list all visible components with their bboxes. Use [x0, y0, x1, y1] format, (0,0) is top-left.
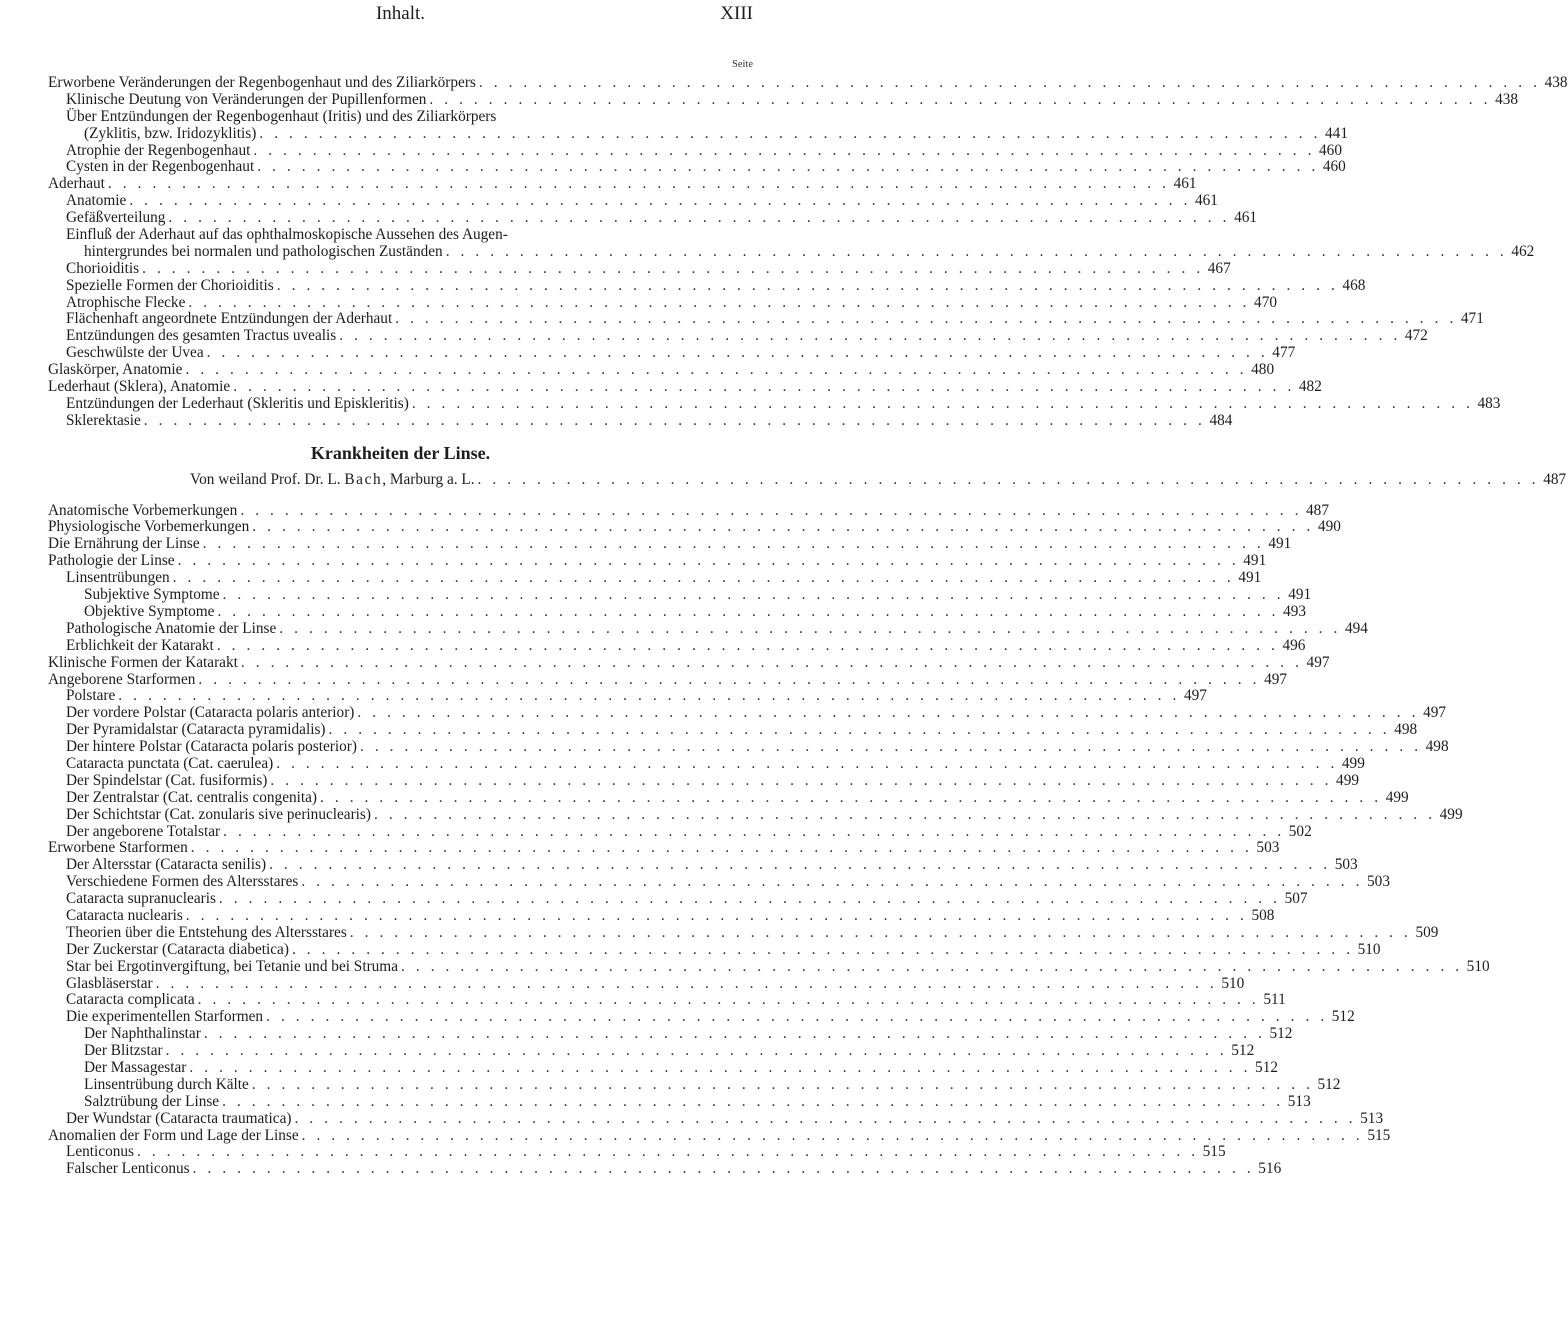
- toc-entry-page: 503: [1367, 873, 1390, 891]
- dot-leader: . . . . . . . . . . . . . . . . . . . . . . . . . . . . . . . . . . . . . . . . . . . . . . . . . . . . . . . . . . . . . . . . . . . . . . . .: [339, 327, 1401, 345]
- toc-entry-label: Erblichkeit der Katarakt: [66, 636, 214, 654]
- toc-entry: [48, 378, 1322, 396]
- toc-entry: [48, 940, 1381, 959]
- toc-entry-page: 438: [1544, 74, 1568, 91]
- toc-entry-label: Der Altersstar (Cataracta senilis): [66, 856, 267, 874]
- toc-entry: [48, 74, 1568, 92]
- dot-leader: . . . . . . . . . . . . . . . . . . . . . . . . . . . . . . . . . . . . . . . . . . . . . . . . . . . . . . . . . . . . . . . . . . . . . . . .: [252, 518, 1314, 536]
- toc-entry: [48, 653, 1330, 672]
- toc-entry-label: hintergrundes bei normalen und pathologischen Zuständen: [84, 242, 443, 260]
- dot-leader: . . . . . . . . . . . . . . . . . . . . . . . . . . . . . . . . . . . . . . . . . . . . . . . . . . . . . . . . . . . . . . . . . . . . . . . .: [445, 242, 1508, 260]
- toc-entry-label: Gefäßverteilung: [66, 209, 166, 227]
- dot-leader: . . . . . . . . . . . . . . . . . . . . . . . . . . . . . . . . . . . . . . . . . . . . . . . . . . . . . . . . . . . . . . . . . . . . . . . .: [266, 1008, 1328, 1026]
- dot-leader: . . . . . . . . . . . . . . . . . . . . . . . . . . . . . . . . . . . . . . . . . . . . . . . . . . . . . . . . . . . . . . . . . . . . . . . .: [217, 602, 1280, 620]
- toc-entry-label: Der Spindelstar (Cat. fusiformis): [66, 771, 268, 789]
- dot-leader: . . . . . . . . . . . . . . . . . . . . . . . . . . . . . . . . . . . . . . . . . . . . . . . . . . . . . . . . . . . . . . . . . . . . . . . .: [129, 192, 1191, 210]
- toc-entry-label: Geschwülste der Uvea: [66, 344, 204, 362]
- dot-leader: . . . . . . . . . . . . . . . . . . . . . . . . . . . . . . . . . . . . . . . . . . . . . . . . . . . . . . . . . . . . . . . . . . . . . . . .: [185, 906, 1248, 924]
- toc-entry: [48, 242, 1535, 261]
- toc-entry-page: 471: [1460, 310, 1484, 328]
- toc-entry: [48, 141, 1342, 160]
- toc-entry: [48, 1143, 1226, 1161]
- toc-entry-page: 515: [1367, 1126, 1391, 1144]
- toc-entry: [48, 124, 1348, 143]
- page-number: XIII: [720, 3, 753, 24]
- dot-leader: . . . . . . . . . . . . . . . . . . . . . . . . . . . . . . . . . . . . . . . . . . . . . . . . . . . . . . . . . . . . . . . . . . . . . . . .: [279, 619, 1341, 637]
- dot-leader: . . . . . . . . . . . . . . . . . . . . . . . . . . . . . . . . . . . . . . . . . . . . . . . . . . . . . . . . . . . . . . . . . . . . . . . .: [429, 90, 1492, 108]
- toc-entry-label: Der Blitzstar: [84, 1042, 163, 1060]
- toc-entry: [48, 310, 1484, 328]
- toc-entry: [48, 518, 1341, 536]
- toc-entry-page: 477: [1272, 344, 1296, 362]
- toc-entry-continued: [48, 227, 753, 244]
- toc-entry-page: 497: [1423, 704, 1447, 722]
- dot-leader: . . . . . . . . . . . . . . . . . . . . . . . . . . . . . . . . . . . . . . . . . . . . . . . . . . . . . . . . . . . . . . . . . . . . . . . .: [276, 754, 1338, 772]
- toc-entry-label: Die Ernährung der Linse: [48, 535, 200, 553]
- dot-leader: . . . . . . . . . . . . . . . . . . . . . . . . . . . . . . . . . . . . . . . . . . . . . . . . . . . . . . . . . . . . . . . . . . . . . . . .: [202, 535, 1265, 553]
- dot-leader: . . . . . . . . . . . . . . . . . . . . . . . . . . . . . . . . . . . . . . . . . . . . . . . . . . . . . . . . . . . . . . . . . . . . . . . .: [478, 74, 1541, 91]
- dot-leader: . . . . . . . . . . . . . . . . . . . . . . . . . . . . . . . . . . . . . . . . . . . . . . . . . . . . . . . . . . . . . . . . . . . . . . . .: [107, 175, 1170, 193]
- toc-entry-label: Theorien über die Entstehung des Altersstares: [66, 923, 347, 941]
- toc-entry-page: 460: [1322, 158, 1346, 176]
- toc-entry-label: Glaskörper, Anatomie: [48, 361, 183, 379]
- toc-entry-page: 503: [1334, 856, 1358, 874]
- toc-entry: [48, 276, 1366, 295]
- toc-entry-label: Erworbene Veränderungen der Regenbogenhaut und des Ziliarkörpers: [48, 74, 476, 91]
- toc-entry-label: Der Naphthalinstar: [84, 1025, 201, 1043]
- toc-entry: [48, 805, 1463, 824]
- dot-leader: . . . . . . . . . . . . . . . . . . . . . . . . . . . . . . . . . . . . . . . . . . . . . . . . . . . . . . . . . . . . . . . . . . . . . . . .: [320, 788, 1382, 806]
- dot-leader: . . . . . . . . . . . . . . . . . . . . . . . . . . . . . . . . . . . . . . . . . . . . . . . . . . . . . . . . . . . . . . . . . . . . . . . .: [373, 805, 1436, 823]
- toc-entry-label: Objektive Symptome: [84, 602, 215, 620]
- toc-entry: [48, 822, 1312, 841]
- dot-leader: . . . . . . . . . . . . . . . . . . . . . . . . . . . . . . . . . . . . . . . . . . . . . . . . . . . . . . . . . . . . . . . . . . . . . . . .: [206, 344, 1269, 362]
- toc-entry: [48, 501, 1329, 520]
- toc-entry: [48, 670, 1288, 689]
- toc-entry: [48, 192, 1218, 210]
- toc-entry-page: 497: [1183, 687, 1207, 705]
- dot-leader: . . . . . . . . . . . . . . . . . . . . . . . . . . . . . . . . . . . . . . . . . . . . . . . . . . . . . . . . . . . . . . . . . . . . . . . .: [233, 378, 1295, 396]
- dot-leader: . . . . . . . . . . . . . . . . . . . . . . . . . . . . . . . . . . . . . . . . . . . . . . . . . . . . . . . . . . . . . . . . . . . . . . . .: [185, 361, 1248, 379]
- toc-entry-label: Entzündungen des gesamten Tractus uvealis: [66, 327, 337, 345]
- toc-entry: [48, 619, 1368, 638]
- dot-leader: . . . . . . . . . . . . . . . . . . . . . . . . . . . . . . . . . . . . . . . . . . . . . . . . . . . . . . . . . . . . . . . . . . . . . . . .: [218, 890, 1281, 908]
- toc-entry-label: Der vordere Polstar (Cataracta polaris anterior): [66, 704, 355, 722]
- toc-entry-page: 512: [1255, 1058, 1278, 1076]
- toc-entry: [48, 1075, 1341, 1094]
- section-heading: Krankheiten der Linse.: [310, 442, 491, 463]
- dot-leader: . . . . . . . . . . . . . . . . . . . . . . . . . . . . . . . . . . . . . . . . . . . . . . . . . . . . . . . . . . . . . . . . . . . . . . . .: [142, 259, 1204, 277]
- toc-block-lens-diseases: [48, 501, 1490, 1179]
- toc-entry-label: Verschiedene Formen des Altersstares: [66, 873, 299, 891]
- toc-entry-page: 497: [1306, 653, 1330, 671]
- toc-entry-label: Entzündungen der Lederhaut (Skleritis und Episkleritis): [66, 394, 409, 412]
- dot-leader: . . . . . . . . . . . . . . . . . . . . . . . . . . . . . . . . . . . . . . . . . . . . . . . . . . . . . . . . . . . . . . . . . . . . . . . .: [240, 501, 1303, 519]
- toc-entry-page: 499: [1341, 754, 1365, 772]
- toc-entry: [48, 636, 1306, 655]
- toc-entry-page: 496: [1282, 636, 1306, 654]
- toc-entry: [48, 923, 1439, 942]
- toc-entry-page: 472: [1404, 327, 1428, 345]
- toc-entry-label: Pathologische Anatomie der Linse: [66, 619, 277, 637]
- dot-leader: . . . . . . . . . . . . . . . . . . . . . . . . . . . . . . . . . . . . . . . . . . . . . . . . . . . . . . . . . . . . . . . . . . . . . . . .: [223, 822, 1285, 840]
- toc-entry-page: 513: [1287, 1092, 1311, 1110]
- toc-entry-label: Cataracta nuclearis: [66, 906, 183, 924]
- toc-entry-page: 470: [1254, 293, 1277, 311]
- toc-entry-page: 491: [1288, 586, 1312, 604]
- toc-entry-page: 491: [1238, 569, 1262, 587]
- dot-leader: . . . . . . . . . . . . . . . . . . . . . . . . . . . . . . . . . . . . . . . . . . . . . . . . . . . . . . . . . . . . . . . . . . . . . . . .: [190, 839, 1253, 857]
- dot-leader: . . . . . . . . . . . . . . . . . . . . . . . . . . . . . . . . . . . . . . . . . . . . . . . . . . . . . . . . . . . . . . . . . . . . . . . .: [143, 411, 1206, 429]
- toc-entry-label: Klinische Deutung von Veränderungen der Pupillenformen: [66, 90, 427, 108]
- dot-leader: . . . . . . . . . . . . . . . . . . . . . . . . . . . . . . . . . . . . . . . . . . . . . . . . . . . . . . . . . . . . . . . . . . . . . . . .: [222, 586, 1285, 604]
- toc-entry: [48, 552, 1267, 570]
- toc-entry-page: 483: [1477, 394, 1501, 412]
- toc-entry-label: Pathologie der Linse: [48, 552, 175, 570]
- running-head: [48, 3, 753, 33]
- toc-entry-label: Anomalien der Form und Lage der Linse: [48, 1126, 299, 1144]
- toc-entry-page: 507: [1284, 890, 1308, 908]
- dot-leader: . . . . . . . . . . . . . . . . . . . . . . . . . . . . . . . . . . . . . . . . . . . . . . . . . . . . . . . . . . . . . . . . . . . . . . . .: [192, 1160, 1255, 1178]
- toc-entry: [48, 569, 1262, 587]
- toc-entry-page: 490: [1317, 518, 1341, 536]
- toc-entry-label: Die experimentellen Starformen: [66, 1008, 264, 1026]
- dot-leader: . . . . . . . . . . . . . . . . . . . . . . . . . . . . . . . . . . . . . . . . . . . . . . . . . . . . . . . . . . . . . . . . . . . . . . . .: [291, 940, 1354, 958]
- toc-entry-label: Der Zentralstar (Cat. centralis congenita): [66, 788, 318, 806]
- toc-entry-page: 499: [1439, 805, 1463, 823]
- toc-entry-page: 468: [1342, 276, 1366, 294]
- dot-leader: . . . . . . . . . . . . . . . . . . . . . . . . . . . . . . . . . . . . . . . . . . . . . . . . . . . . . . . . . . . . . . . . . . . . . . . .: [269, 856, 1331, 874]
- toc-entry-page: 482: [1298, 378, 1322, 396]
- toc-entry-page: 499: [1336, 771, 1359, 789]
- toc-entry: [48, 1058, 1278, 1077]
- toc-entry-page: 462: [1511, 242, 1535, 260]
- toc-entry-page: 515: [1202, 1143, 1226, 1161]
- dot-leader: . . . . . . . . . . . . . . . . . . . . . . . . . . . . . . . . . . . . . . . . . . . . . . . . . . . . . . . . . . . . . . . . . . . . . . . .: [328, 721, 1391, 739]
- seite-column-label: Seite: [732, 59, 753, 70]
- toc-entry-page: 467: [1207, 259, 1231, 277]
- toc-entry-page: 480: [1251, 361, 1275, 379]
- toc-entry-label: Der Zuckerstar (Cataracta diabetica): [66, 940, 289, 958]
- toc-entry-page: 510: [1466, 957, 1490, 975]
- author-page-number: 487: [1543, 470, 1567, 488]
- toc-entry: [48, 1008, 1355, 1026]
- toc-entry: [48, 788, 1409, 807]
- toc-entry-label: Glasbläserstar: [66, 974, 153, 992]
- toc-entry: [48, 890, 1308, 908]
- dot-leader: . . . . . . . . . . . . . . . . . . . . . . . . . . . . . . . . . . . . . . . . . . . . . . . . . . . . . . . . . . . . . . . . . . . . . . . .: [189, 1058, 1252, 1076]
- toc-entry-label: Subjektive Symptome: [84, 586, 220, 604]
- dot-leader: . . . . . . . . . . . . . . . . . . . . . . . . . . . . . . . . . . . . . . . . . . . . . . . . . . . . . . . . . . . . . . . . . . . . . . . .: [294, 1109, 1357, 1127]
- toc-entry-page: 491: [1268, 535, 1292, 553]
- dot-leader: . . . . . . . . . . . . . . . . . . . . . . . . . . . . . . . . . . . . . . . . . . . . . . . . . . . . . . . . . . . . . . . . . . . . . . . .: [203, 1025, 1266, 1043]
- toc-entry-label: Einfluß der Aderhaut auf das ophthalmoskopische Aussehen des Augen-: [66, 226, 508, 244]
- dot-leader: . . . . . . . . . . . . . . . . . . . . . . . . . . . . . . . . . . . . . . . . . . . . . . . . . . . . . . . . . . . . . . . . . . . . . . . .: [118, 687, 1180, 705]
- author-text: Von weiland Prof. Dr. L. Bach, Marburg a. L.: [190, 470, 475, 488]
- toc-entry-page: 511: [1263, 991, 1286, 1009]
- toc-entry: [48, 158, 1346, 176]
- toc-entry-label: Sklerektasie: [66, 411, 141, 429]
- dot-leader: . . . . . . . . . . . . . . . . . . . . . . . . . . . . . . . . . . . . . . . . . . . . . . . . . . . . . . . . . . . . . . . . . . . . . . . .: [155, 974, 1218, 992]
- toc-entry: [48, 361, 1275, 379]
- toc-entry-label: Angeborene Starformen: [48, 670, 196, 688]
- toc-entry-page: 487: [1306, 501, 1329, 519]
- running-head-title: Inhalt.: [375, 3, 426, 24]
- toc-entry-label: Cataracta supranuclearis: [66, 890, 216, 908]
- dot-leader: . . . . . . . . . . . . . . . . . . . . . . . . . . . . . . . . . . . . . . . . . . . . . . . . . . . . . . . . . . . . . . . . . . . . . . . .: [198, 670, 1261, 688]
- toc-entry-label: Flächenhaft angeordnete Entzündungen der Aderhaut: [66, 310, 393, 328]
- toc-entry-page: 512: [1269, 1025, 1293, 1043]
- toc-entry-page: 512: [1231, 1042, 1255, 1060]
- dot-leader: . . . . . . . . . . . . . . . . . . . . . . . . . . . . . . . . . . . . . . . . . . . . . . . . . . . . . . . . . . . . . . . . . . . . . . . .: [349, 923, 1412, 941]
- toc-entry-label: Falscher Lenticonus: [66, 1160, 190, 1178]
- toc-entry-label: Anatomische Vorbemerkungen: [48, 501, 238, 519]
- toc-entry-page: 497: [1264, 670, 1288, 688]
- toc-entry: [48, 839, 1280, 857]
- toc-entry-label: Der angeborene Totalstar: [66, 822, 221, 840]
- dot-leader: . . . . . . . . . . . . . . . . . . . . . . . . . . . . . . . . . . . . . . . . . . . . . . . . . . . . . . . . . . . . . . . . . . . . . . . .: [401, 957, 1463, 975]
- toc-entry-label: Spezielle Formen der Chorioiditis: [66, 276, 274, 294]
- toc-entry: [48, 991, 1286, 1009]
- toc-entry-label: Der hintere Polstar (Cataracta polaris posterior): [66, 738, 357, 756]
- toc-entry-page: 461: [1195, 192, 1218, 210]
- dot-leader: . . . . . . . . . . . . . . . . . . . . . . . . . . . . . . . . . . . . . . . . . . . . . . . . . . . . . . . . . . . . . . . . . . . . . . . .: [188, 293, 1251, 311]
- toc-entry-label: Atrophische Flecke: [66, 293, 186, 311]
- toc-entry-label: Atrophie der Regenbogenhaut: [66, 141, 251, 159]
- toc-entry-label: Der Massagestar: [84, 1058, 187, 1076]
- dot-leader: . . . . . . . . . . . . . . . . . . . . . . . . . . . . . . . . . . . . . . . . . . . . . . . . . . . . . . . . . . . . . . . . . . . . . . . .: [168, 209, 1231, 227]
- toc-entry-page: 503: [1256, 839, 1280, 857]
- dot-leader: . . . . . . . . . . . . . . . . . . . . . . . . . . . . . . . . . . . . . . . . . . . . . . . . . . . . . . . . . . . . . . . . . . . . . . . .: [301, 1126, 1364, 1144]
- toc-block-eye-structures: [48, 74, 1568, 430]
- toc-entry: [48, 394, 1501, 413]
- toc-entry: [48, 1109, 1384, 1128]
- dot-leader: . . . . . . . . . . . . . . . . . . . . . . . . . . . . . . . . . . . . . . . . . . . . . . . . . . . . . . . . . . . . . . . . . . . . . . . .: [136, 1143, 1199, 1161]
- toc-entry: [48, 535, 1292, 553]
- toc-entry: [48, 974, 1245, 993]
- toc-entry-label: (Zyklitis, bzw. Iridozyklitis): [84, 124, 257, 142]
- toc-entry-label: Klinische Formen der Katarakt: [48, 653, 238, 671]
- toc-entry-continued: [48, 109, 753, 126]
- toc-entry-label: Physiologische Vorbemerkungen: [48, 518, 250, 536]
- toc-entry: [48, 1042, 1255, 1060]
- toc-entry-label: Cataracta complicata: [66, 991, 195, 1009]
- toc-entry: [48, 175, 1197, 193]
- toc-entry: [48, 327, 1428, 345]
- toc-entry-label: Lederhaut (Sklera), Anatomie: [48, 378, 231, 396]
- dot-leader: . . . . . . . . . . . . . . . . . . . . . . . . . . . . . . . . . . . . . . . . . . . . . . . . . . . . . . . . . . . . . . . . . . . . . . . .: [257, 158, 1319, 176]
- toc-entry-page: 460: [1319, 141, 1342, 159]
- toc-entry: [48, 1126, 1391, 1145]
- toc-entry-page: 510: [1357, 940, 1381, 958]
- toc-entry-label: Star bei Ergotinvergiftung, bei Tetanie und bei Struma: [66, 957, 398, 975]
- toc-entry: [48, 90, 1519, 109]
- toc-entry-label: Aderhaut: [48, 175, 105, 193]
- toc-entry-label: Lenticonus: [66, 1143, 134, 1161]
- toc-entry: [48, 586, 1312, 604]
- table-of-contents: [48, 74, 1568, 1178]
- dot-leader: . . . . . . . . . . . . . . . . . . . . . . . . . . . . . . . . . . . . . . . . . . . . . . . . . . . . . . . . . . . . . . . . . . . . . . . .: [276, 276, 1339, 294]
- dot-leader: . . . . . . . . . . . . . . . . . . . . . . . . . . . . . . . . . . . . . . . . . . . . . . . . . . . . . . . . . . . . . . . . . . . . . . . .: [395, 310, 1457, 328]
- dot-leader: . . . . . . . . . . . . . . . . . . . . . . . . . . . . . . . . . . . . . . . . . . . . . . . . . . . . . . . . . . . . . . . . . . . . . . . .: [357, 704, 1420, 722]
- toc-entry-page: 438: [1495, 90, 1519, 108]
- toc-entry: [48, 259, 1231, 278]
- toc-entry: [48, 704, 1447, 722]
- toc-entry-page: 461: [1234, 209, 1258, 227]
- dot-leader: . . . . . . . . . . . . . . . . . . . . . . . . . . . . . . . . . . . . . . . . . . . . . . . . . . . . . . . . . . . . . . . . . . . . . . . .: [477, 470, 1540, 488]
- toc-entry: [48, 906, 1275, 925]
- toc-entry-page: 508: [1251, 906, 1275, 924]
- toc-entry-label: Chorioiditis: [66, 259, 140, 277]
- toc-entry: [48, 1160, 1282, 1178]
- dot-leader: . . . . . . . . . . . . . . . . . . . . . . . . . . . . . . . . . . . . . . . . . . . . . . . . . . . . . . . . . . . . . . . . . . . . . . . .: [216, 636, 1279, 654]
- toc-entry-page: 494: [1344, 619, 1368, 637]
- toc-entry-page: 461: [1173, 175, 1197, 193]
- toc-entry-page: 512: [1331, 1008, 1355, 1026]
- dot-leader: . . . . . . . . . . . . . . . . . . . . . . . . . . . . . . . . . . . . . . . . . . . . . . . . . . . . . . . . . . . . . . . . . . . . . . . .: [301, 873, 1364, 891]
- toc-entry: [48, 771, 1359, 790]
- toc-entry-label: Linsentrübung durch Kälte: [84, 1075, 249, 1093]
- dot-leader: . . . . . . . . . . . . . . . . . . . . . . . . . . . . . . . . . . . . . . . . . . . . . . . . . . . . . . . . . . . . . . . . . . . . . . . .: [253, 141, 1316, 159]
- toc-entry-label: Polstare: [66, 687, 116, 705]
- toc-entry-page: 493: [1283, 602, 1307, 620]
- dot-leader: . . . . . . . . . . . . . . . . . . . . . . . . . . . . . . . . . . . . . . . . . . . . . . . . . . . . . . . . . . . . . . . . . . . . . . . .: [411, 394, 1474, 412]
- toc-entry: [48, 602, 1307, 621]
- section-author-line: [48, 470, 1567, 489]
- toc-entry-page: 516: [1258, 1160, 1282, 1178]
- toc-entry-page: 502: [1288, 822, 1312, 840]
- toc-entry-page: 498: [1425, 738, 1449, 756]
- toc-entry: [48, 754, 1365, 773]
- dot-leader: . . . . . . . . . . . . . . . . . . . . . . . . . . . . . . . . . . . . . . . . . . . . . . . . . . . . . . . . . . . . . . . . . . . . . . . .: [177, 552, 1240, 570]
- toc-entry-label: Cataracta punctata (Cat. caerulea): [66, 754, 274, 772]
- dot-leader: . . . . . . . . . . . . . . . . . . . . . . . . . . . . . . . . . . . . . . . . . . . . . . . . . . . . . . . . . . . . . . . . . . . . . . . .: [251, 1075, 1314, 1093]
- toc-entry-page: 441: [1325, 124, 1348, 142]
- dot-leader: . . . . . . . . . . . . . . . . . . . . . . . . . . . . . . . . . . . . . . . . . . . . . . . . . . . . . . . . . . . . . . . . . . . . . . . .: [259, 124, 1322, 142]
- toc-entry-label: Linsentrübungen: [66, 569, 170, 587]
- toc-entry: [48, 957, 1490, 976]
- toc-entry: [48, 856, 1358, 874]
- dot-leader: . . . . . . . . . . . . . . . . . . . . . . . . . . . . . . . . . . . . . . . . . . . . . . . . . . . . . . . . . . . . . . . . . . . . . . . .: [165, 1042, 1228, 1060]
- toc-entry-page: 510: [1221, 974, 1245, 992]
- toc-entry-label: Der Wundstar (Cataracta traumatica): [66, 1109, 292, 1127]
- toc-entry-label: Der Schichtstar (Cat. zonularis sive perinuclearis): [66, 805, 371, 823]
- toc-entry-page: 491: [1243, 552, 1267, 570]
- toc-entry-page: 484: [1209, 411, 1233, 429]
- toc-entry: [48, 411, 1233, 430]
- toc-entry-page: 513: [1360, 1109, 1384, 1127]
- toc-entry: [48, 873, 1390, 891]
- toc-entry-label: Über Entzündungen der Regenbogenhaut (Iritis) und des Ziliarkörpers: [66, 107, 497, 125]
- dot-leader: . . . . . . . . . . . . . . . . . . . . . . . . . . . . . . . . . . . . . . . . . . . . . . . . . . . . . . . . . . . . . . . . . . . . . . . .: [222, 1092, 1284, 1110]
- toc-entry-label: Anatomie: [66, 192, 127, 210]
- toc-entry-page: 512: [1317, 1075, 1341, 1093]
- toc-entry: [48, 687, 1207, 705]
- dot-leader: . . . . . . . . . . . . . . . . . . . . . . . . . . . . . . . . . . . . . . . . . . . . . . . . . . . . . . . . . . . . . . . . . . . . . . . .: [359, 738, 1422, 756]
- toc-entry: [48, 293, 1277, 312]
- toc-entry: [48, 738, 1449, 756]
- toc-entry: [48, 1025, 1293, 1043]
- dot-leader: . . . . . . . . . . . . . . . . . . . . . . . . . . . . . . . . . . . . . . . . . . . . . . . . . . . . . . . . . . . . . . . . . . . . . . . .: [172, 569, 1235, 587]
- toc-entry: [48, 1092, 1311, 1111]
- dot-leader: . . . . . . . . . . . . . . . . . . . . . . . . . . . . . . . . . . . . . . . . . . . . . . . . . . . . . . . . . . . . . . . . . . . . . . . .: [240, 653, 1303, 671]
- toc-entry-label: Erworbene Starformen: [48, 839, 188, 857]
- toc-entry: [48, 344, 1296, 362]
- toc-entry: [48, 721, 1418, 739]
- toc-entry-page: 509: [1415, 923, 1439, 941]
- toc-entry: [48, 209, 1258, 227]
- toc-entry-label: Der Pyramidalstar (Cataracta pyramidalis): [66, 721, 326, 739]
- toc-entry-label: Salztrübung der Linse: [84, 1092, 220, 1110]
- toc-entry-label: Cysten in der Regenbogenhaut: [66, 158, 255, 176]
- toc-entry-page: 499: [1385, 788, 1409, 806]
- toc-entry-page: 498: [1394, 721, 1418, 739]
- dot-leader: . . . . . . . . . . . . . . . . . . . . . . . . . . . . . . . . . . . . . . . . . . . . . . . . . . . . . . . . . . . . . . . . . . . . . . . .: [197, 991, 1260, 1009]
- author-name: Bach: [344, 470, 383, 488]
- dot-leader: . . . . . . . . . . . . . . . . . . . . . . . . . . . . . . . . . . . . . . . . . . . . . . . . . . . . . . . . . . . . . . . . . . . . . . . .: [270, 771, 1333, 789]
